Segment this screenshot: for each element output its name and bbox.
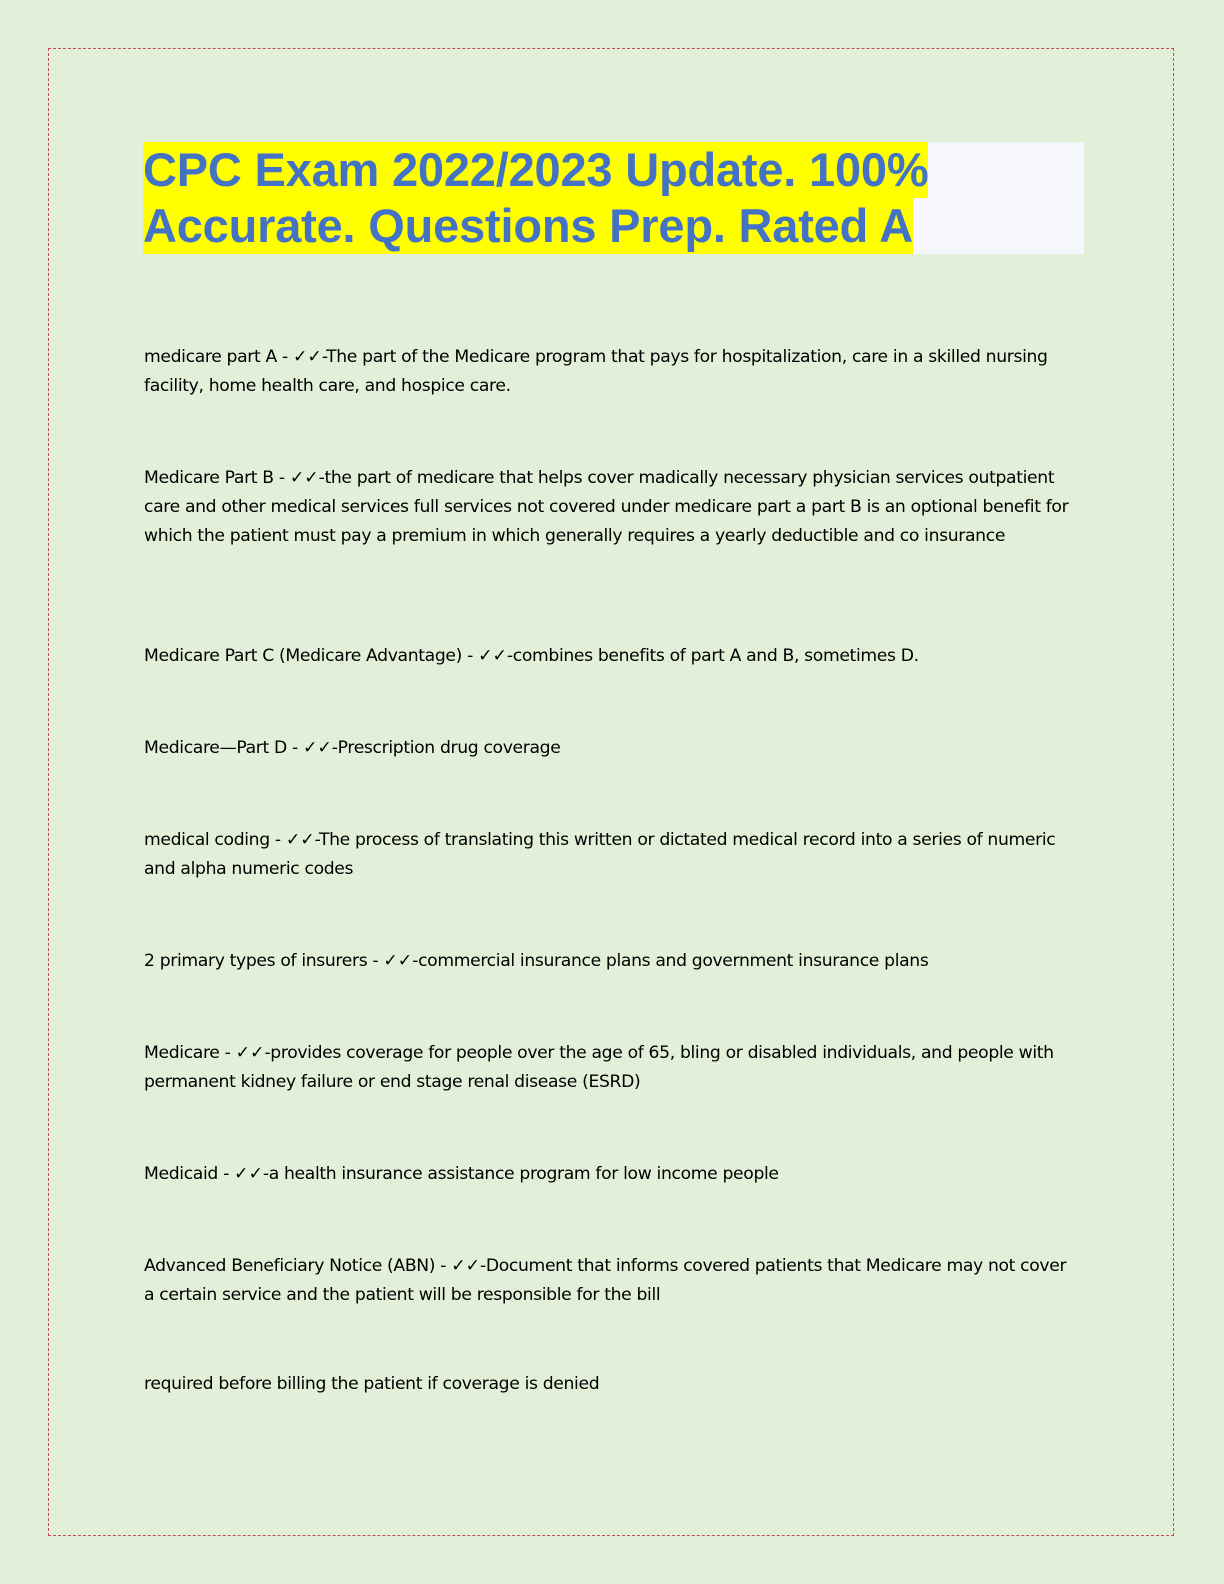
entry-definition: -provides coverage for people over the age of 65, bling or disabled individuals, and people with permanent kidney failure or end stage renal disease (ESRD) bbox=[144, 1043, 1054, 1092]
double-check-icon: ✓✓ bbox=[285, 830, 315, 850]
entry-medicare bbox=[144, 1039, 1074, 1097]
entry-term: medicare part A - bbox=[144, 347, 294, 367]
double-check-icon: ✓✓ bbox=[383, 951, 413, 971]
entry-definition: -a health insurance assistance program for low income people bbox=[262, 1164, 779, 1184]
entry-medicare-part-a bbox=[144, 343, 1074, 401]
entry-term: Advanced Beneficiary Notice (ABN) - bbox=[144, 1256, 452, 1276]
entry-medical-coding bbox=[144, 826, 1074, 884]
double-check-icon: ✓✓ bbox=[302, 738, 332, 758]
entry-term: Medicare Part B - bbox=[144, 468, 290, 488]
double-check-icon: ✓✓ bbox=[478, 646, 507, 666]
document-title bbox=[143, 142, 1084, 254]
entry-term: Medicaid - bbox=[144, 1164, 235, 1184]
entry-definition: -commercial insurance plans and government insurance plans bbox=[412, 951, 929, 971]
double-check-icon: ✓✓ bbox=[293, 347, 322, 367]
double-check-icon: ✓✓ bbox=[234, 1164, 263, 1184]
entry-definition: -the part of medicare that helps cover madically necessary physician services outpatient care and other medical services full services not covered under medicare part a part B is an optional benefit for which the patient must pay a premium in which generally requires a yearly deductible and co insurance bbox=[144, 468, 1069, 546]
entry-insurer-types bbox=[144, 947, 1074, 976]
entry-medicare-part-c bbox=[144, 642, 1074, 671]
trailing-paragraph: required before billing the patient if coverage is denied bbox=[144, 1374, 600, 1394]
double-check-icon: ✓✓ bbox=[451, 1256, 481, 1276]
entry-definition: -The process of translating this written or dictated medical record into a series of numeric and alpha numeric codes bbox=[144, 830, 1056, 879]
title-line-1: CPC Exam 2022/2023 Update. 100% bbox=[143, 143, 929, 196]
double-check-icon: ✓✓ bbox=[235, 1043, 265, 1063]
entry-abn bbox=[144, 1252, 1074, 1310]
entry-term: 2 primary types of insurers - bbox=[144, 951, 384, 971]
entry-medicare-part-d bbox=[144, 734, 1074, 763]
entry-term: medical coding - bbox=[144, 830, 286, 850]
entry-definition: -Prescription drug coverage bbox=[331, 738, 561, 758]
entry-medicare-part-b bbox=[144, 464, 1074, 551]
entry-term: Medicare—Part D - bbox=[144, 738, 303, 758]
title-line-2: Accurate. Questions Prep. Rated A bbox=[143, 199, 913, 252]
entry-term: Medicare Part C (Medicare Advantage) - bbox=[144, 646, 479, 666]
entry-definition: -Document that informs covered patients that Medicare may not cover a certain service and the patient will be responsible for the bill bbox=[144, 1256, 1067, 1305]
entry-medicaid bbox=[144, 1160, 1074, 1189]
double-check-icon: ✓✓ bbox=[289, 468, 319, 488]
entry-definition: -The part of the Medicare program that pays for hospitalization, care in a skilled nursing facility, home health care, and hospice care. bbox=[144, 347, 1048, 396]
page-border bbox=[48, 48, 1174, 1536]
entry-definition: -combines benefits of part A and B, sometimes D. bbox=[506, 646, 919, 666]
entry-term: Medicare - bbox=[144, 1043, 236, 1063]
